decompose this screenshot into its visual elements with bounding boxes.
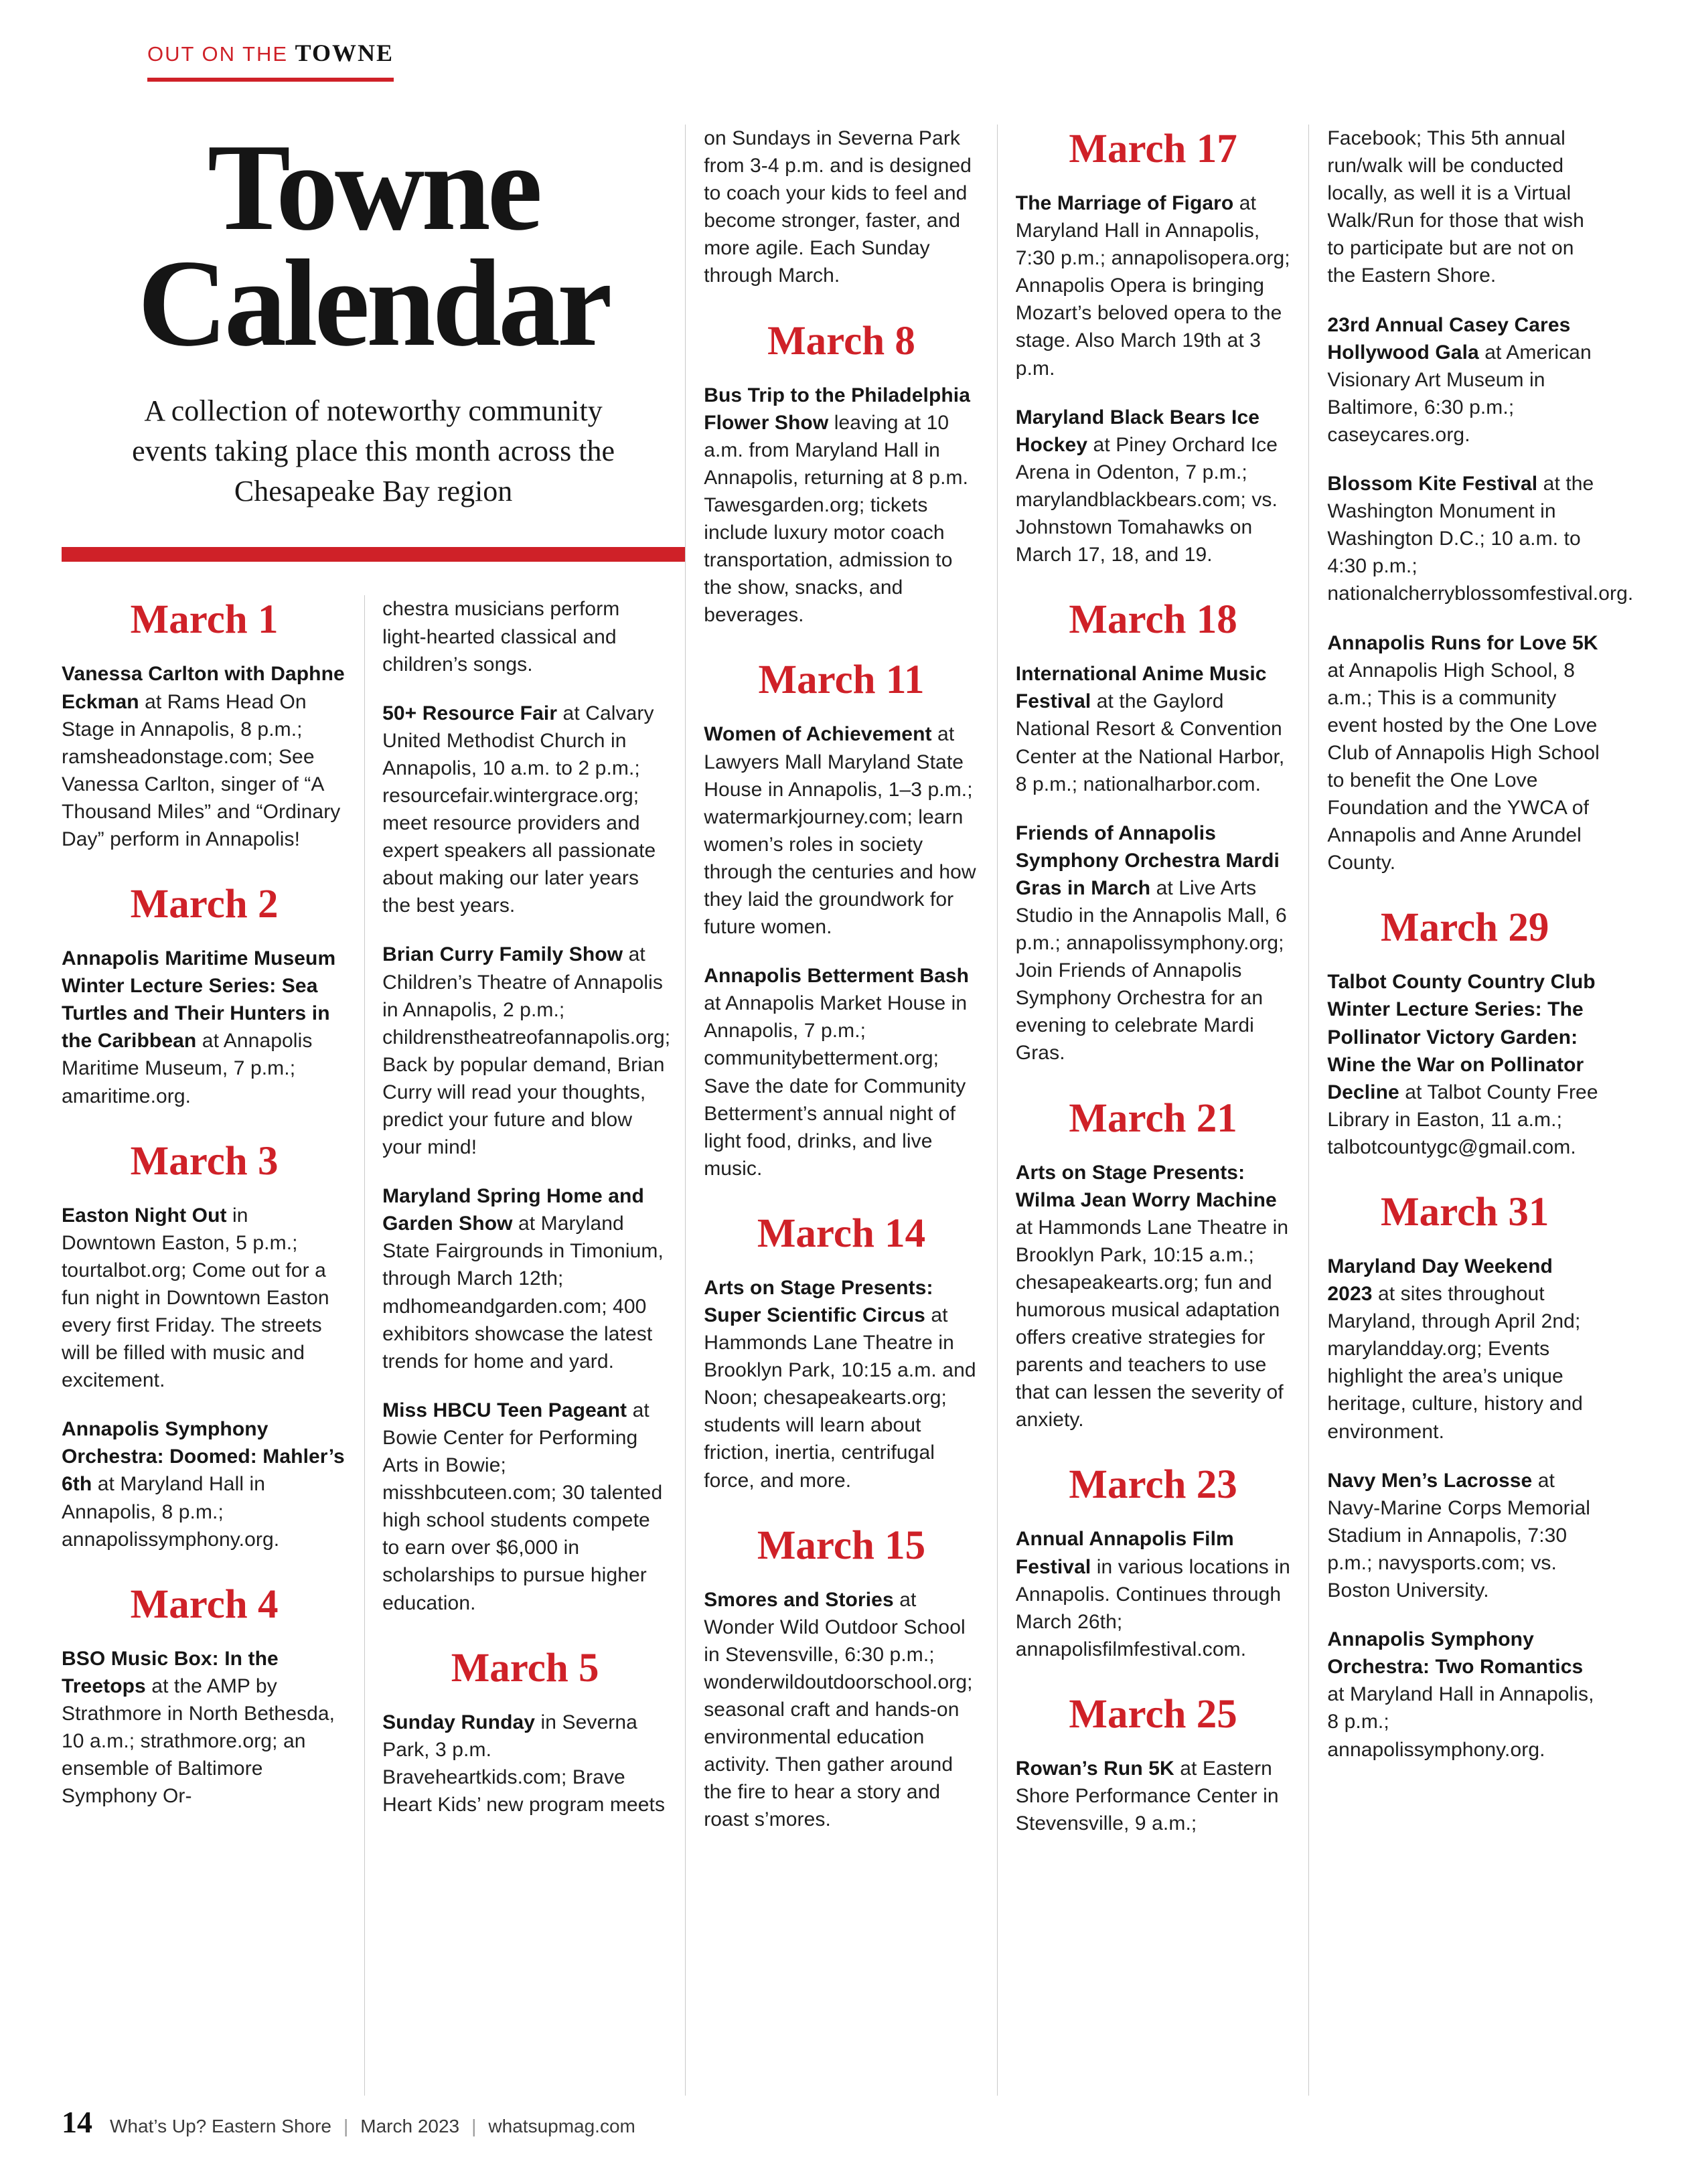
- event-details: at Piney Orchard Ice Arena in Odenton, 7 p.m.; marylandblackbears.com; vs. Johnstown Tomahawks on March 17, 18, and 19.: [1015, 433, 1278, 566]
- event-details: at Annapolis Market House in Annapolis, 7 p.m.; communitybetterment.org; Save the date for Community Betterment’s annual night of light food, drinks, and live music.: [704, 992, 968, 1180]
- event-entry: [1016, 1755, 1291, 1837]
- event-entry: [704, 1274, 979, 1494]
- kicker-prefix: OUT ON THE: [147, 42, 295, 66]
- event-details: Facebook; This 5th annual run/walk will be conducted locally, as well it is a Virtual Walk/Run for those that wish to participate but are not on the Eastern Shore.: [1327, 127, 1584, 287]
- event-entry: [1327, 968, 1602, 1161]
- event-entry: [62, 1202, 347, 1395]
- event-details: at Annapolis High School, 8 a.m.; This is a community event hosted by the One Love Club of Annapolis High School to benefit the One Love Foundation and the YWCA of Annapolis and Anne Arundel County.: [1327, 659, 1600, 874]
- event-name: Women of Achievement: [704, 723, 932, 746]
- event-entry: [1327, 1253, 1602, 1446]
- event-name: Annual Annapolis Film Festival: [1015, 1528, 1234, 1578]
- calendar-column-1: [62, 595, 364, 2096]
- event-name: Talbot County Country Club Winter Lecture Series: The Pollinator Victory Garden: Wine the War on Pollinator Decline: [1327, 971, 1596, 1103]
- event-name: Maryland Day Weekend 2023: [1327, 1255, 1553, 1306]
- date-heading: March 3: [130, 1138, 279, 1184]
- calendar-column-2: [364, 595, 685, 2096]
- event-details: at sites throughout Maryland, through April 2nd; marylandday.org; Events highlight the area’s unique heritage, culture, history and environment.: [1327, 1283, 1583, 1443]
- event-entry: [1327, 629, 1602, 877]
- date-heading: March 4: [130, 1581, 279, 1627]
- event-name: Annapolis Runs for Love 5K: [1327, 631, 1598, 654]
- calendar-column-3: [685, 125, 997, 2096]
- event-details: at Hammonds Lane Theatre in Brooklyn Park, 10:15 a.m.; chesapeakearts.org; fun and humorous musical adaptation offers creative strategies for parents and teachers to use that can lessen the severity of anxiety.: [1015, 1216, 1289, 1431]
- event-name: Sunday Runday: [382, 1711, 536, 1733]
- event-entry: [62, 660, 347, 853]
- page-title: [68, 119, 678, 372]
- date-heading: March 31: [1381, 1190, 1549, 1235]
- event-details: at Maryland Hall in Annapolis, 8 p.m.; annapolissymphony.org.: [1327, 1683, 1594, 1761]
- event-details: at Maryland State Fairgrounds in Timonium, through March 12th; mdhomeandgarden.com; 400 exhibitors showcase the latest trends for home and yard.: [382, 1213, 664, 1373]
- date-heading: March 8: [767, 318, 915, 364]
- event-name: The Marriage of Figaro: [1015, 192, 1234, 214]
- event-name: Brian Curry Family Show: [382, 943, 623, 966]
- event-details: at Navy-Marine Corps Memorial Stadium in Annapolis, 7:30 p.m.; navysports.com; vs. Boston University.: [1327, 1469, 1591, 1602]
- event-continuation: [382, 595, 668, 678]
- footer-separator: |: [343, 2116, 349, 2136]
- date-heading: March 23: [1069, 1462, 1237, 1508]
- event-entry: [1016, 1159, 1291, 1434]
- page-title-line2: Calendar: [137, 234, 609, 372]
- section-kicker: [147, 39, 394, 82]
- event-continuation: [1327, 125, 1602, 290]
- footer-separator: |: [471, 2116, 477, 2136]
- event-name: Maryland Black Bears Ice Hockey: [1015, 406, 1260, 456]
- date-heading: March 25: [1069, 1691, 1237, 1737]
- date-heading: March 21: [1069, 1095, 1237, 1141]
- event-details: at the Washington Monument in Washington D.C.; 10 a.m. to 4:30 p.m.; nationalcherryblossomfestival.org.: [1327, 473, 1634, 605]
- kicker-title: TOWNE: [295, 40, 394, 66]
- event-entry: [62, 945, 347, 1110]
- event-details: at Lawyers Mall Maryland State House in Annapolis, 1–3 p.m.; watermarkjourney.com; learn women’s roles in society through the centuries and how they laid the groundwork for future women.: [704, 723, 976, 939]
- red-divider-bar: [62, 547, 685, 562]
- event-entry: [1327, 470, 1634, 607]
- date-heading: March 15: [757, 1523, 926, 1568]
- event-entry: [62, 1645, 347, 1810]
- event-name: 50+ Resource Fair: [382, 702, 558, 724]
- footer-website: whatsupmag.com: [488, 2116, 635, 2136]
- event-entry: [704, 720, 979, 941]
- event-entry: [1327, 1467, 1602, 1604]
- event-details: at Calvary United Methodist Church in Annapolis, 10 a.m. to 2 p.m.; resourcefair.wintergrace.org; meet resource providers and expert speakers all passionate about making our later years the best years.: [382, 702, 656, 917]
- event-entry: [704, 382, 979, 629]
- event-name: Annapolis Betterment Bash: [704, 965, 970, 988]
- event-entry: [704, 962, 979, 1182]
- event-details: at Annapolis Maritime Museum, 7 p.m.; amaritime.org.: [62, 1030, 313, 1107]
- event-details: on Sundays in Severna Park from 3-4 p.m. and is designed to coach your kids to feel and become stronger, faster, and more agile. Each Sunday through March.: [704, 127, 972, 287]
- event-name: Maryland Spring Home and Garden Show: [382, 1185, 644, 1235]
- event-details: at American Visionary Art Museum in Baltimore, 6:30 p.m.; caseycares.org.: [1327, 341, 1592, 446]
- calendar-column-5: [1308, 125, 1634, 2096]
- event-details: at the Gaylord National Resort & Convention Center at the National Harbor, 8 p.m.; nationalharbor.com.: [1015, 690, 1285, 795]
- right-section: [685, 125, 1634, 2096]
- event-details: in Severna Park, 3 p.m. Braveheartkids.com; Brave Heart Kids’ new program meets: [382, 1711, 666, 1816]
- event-name: Bus Trip to the Philadelphia Flower Show: [704, 384, 971, 434]
- event-entry: [62, 1415, 347, 1553]
- date-heading: March 5: [451, 1645, 599, 1691]
- left-columns: [62, 595, 685, 2096]
- event-details: leaving at 10 a.m. from Maryland Hall in Annapolis, returning at 8 p.m. Tawesgarden.org; tickets include luxury motor coach transportation, admission to the show, snacks, and beverages.: [704, 411, 969, 627]
- event-details: at Rams Head On Stage in Annapolis, 8 p.m.; ramsheadonstage.com; See Vanessa Carlton, singer of “A Thousand Miles” and “Ordinary Day” perform in Annapolis!: [62, 690, 341, 850]
- calendar-column-4: [997, 125, 1309, 2096]
- event-entry: [382, 941, 671, 1161]
- event-details: at Children’s Theatre of Annapolis in Annapolis, 2 p.m.; childrenstheatreofannapolis.org; Back by popular demand, Brian Curry will read your thoughts, predict your future and blow your mind!: [382, 943, 671, 1159]
- event-details: at Hammonds Lane Theatre in Brooklyn Park, 10:15 a.m. and Noon; chesapeakearts.org; students will learn about friction, inertia, centrifugal force, and more.: [704, 1304, 976, 1492]
- page-subtitle: A collection of noteworthy community events taking place this month across the Chesapeake Bay region: [132, 394, 615, 508]
- content-area: [62, 119, 1634, 2096]
- event-details: chestra musicians perform light-hearted classical and children’s songs.: [382, 598, 620, 676]
- event-name: Arts on Stage Presents: Wilma Jean Worry Machine: [1015, 1161, 1277, 1211]
- event-entry: [382, 1397, 668, 1617]
- event-entry: [382, 700, 668, 920]
- event-details: at Maryland Hall in Annapolis, 7:30 p.m.; annapolisopera.org; Annapolis Opera is bringing Mozart’s beloved opera to the stage. Also March 19th at 3 p.m.: [1015, 192, 1290, 380]
- event-entry: [1016, 660, 1291, 797]
- event-entry: [1327, 1626, 1602, 1763]
- event-name: Easton Night Out: [62, 1204, 227, 1227]
- event-entry: [1016, 820, 1291, 1067]
- event-details: at Live Arts Studio in the Annapolis Mall, 6 p.m.; annapolissymphony.org; Join Friends of Annapolis Symphony Orchestra for an evening to celebrate Mardi Gras.: [1015, 876, 1287, 1065]
- event-entry: [1016, 404, 1291, 569]
- event-name: BSO Music Box: In the Treetops: [62, 1647, 279, 1697]
- footer-magazine-name: What’s Up? Eastern Shore: [110, 2116, 331, 2136]
- event-entry: [1327, 311, 1602, 449]
- event-name: 23rd Annual Casey Cares Hollywood Gala: [1327, 313, 1571, 364]
- event-entry: [1016, 189, 1291, 382]
- event-name: Friends of Annapolis Symphony Orchestra Mardi Gras in March: [1015, 822, 1280, 899]
- masthead: [62, 119, 685, 511]
- event-name: International Anime Music Festival: [1015, 663, 1267, 713]
- event-name: Smores and Stories: [704, 1588, 894, 1611]
- event-details: at Eastern Shore Performance Center in Stevensville, 9 a.m.;: [1015, 1757, 1279, 1835]
- date-heading: March 14: [757, 1211, 926, 1256]
- event-details: at Talbot County Free Library in Easton, 11 a.m.; talbotcountygc@gmail.com.: [1327, 1081, 1598, 1158]
- date-heading: March 1: [130, 597, 279, 643]
- event-entry: [382, 1709, 668, 1818]
- footer-issue: March 2023: [360, 2116, 460, 2136]
- event-name: Annapolis Symphony Orchestra: Doomed: Mahler’s 6th: [62, 1418, 345, 1496]
- event-details: at the AMP by Strathmore in North Bethesda, 10 a.m.; strathmore.org; an ensemble of Baltimore Symphony Or-: [62, 1674, 335, 1808]
- event-name: Vanessa Carlton with Daphne Eckman: [62, 663, 345, 713]
- event-details: at Wonder Wild Outdoor School in Stevensville, 6:30 p.m.; wonderwildoutdoorschool.org; seasonal craft and hands-on environmental education activity. Then gather around the fire to hear a story and roast s’mores.: [704, 1588, 973, 1831]
- date-heading: March 11: [758, 657, 925, 703]
- event-name: Annapolis Symphony Orchestra: Two Romantics: [1327, 1628, 1584, 1679]
- event-details: in various locations in Annapolis. Continues through March 26th; annapolisfilmfestival.com.: [1015, 1555, 1290, 1660]
- date-heading: March 29: [1381, 905, 1549, 951]
- left-section: [62, 119, 685, 2096]
- date-heading: March 18: [1069, 597, 1237, 643]
- event-details: in Downtown Easton, 5 p.m.; tourtalbot.org; Come out for a fun night in Downtown Easton every first Friday. The streets will be filled with music and excitement.: [62, 1204, 329, 1392]
- page-title-line1: Towne: [207, 119, 540, 256]
- event-continuation: [704, 125, 979, 290]
- event-name: Blossom Kite Festival: [1327, 473, 1538, 495]
- event-details: at Maryland Hall in Annapolis, 8 p.m.; annapolissymphony.org.: [62, 1473, 280, 1551]
- date-heading: March 17: [1069, 127, 1237, 171]
- event-name: Navy Men’s Lacrosse: [1327, 1469, 1533, 1492]
- event-name: Rowan’s Run 5K: [1015, 1757, 1174, 1780]
- event-name: Annapolis Maritime Museum Winter Lecture Series: Sea Turtles and Their Hunters in the Caribbean: [62, 947, 336, 1052]
- event-name: Miss HBCU Teen Pageant: [382, 1399, 627, 1421]
- event-entry: [704, 1586, 979, 1834]
- event-name: Arts on Stage Presents: Super Scientific Circus: [704, 1276, 933, 1326]
- page-number: 14: [62, 2105, 92, 2139]
- event-entry: [1016, 1525, 1291, 1662]
- page-footer: [62, 2104, 635, 2140]
- event-entry: [382, 1182, 668, 1375]
- event-details: at Bowie Center for Performing Arts in Bowie; misshbcuteen.com; 30 talented high school students compete to earn over $6,000 in scholarships to pursue higher education.: [382, 1399, 663, 1614]
- date-heading: March 2: [130, 882, 279, 927]
